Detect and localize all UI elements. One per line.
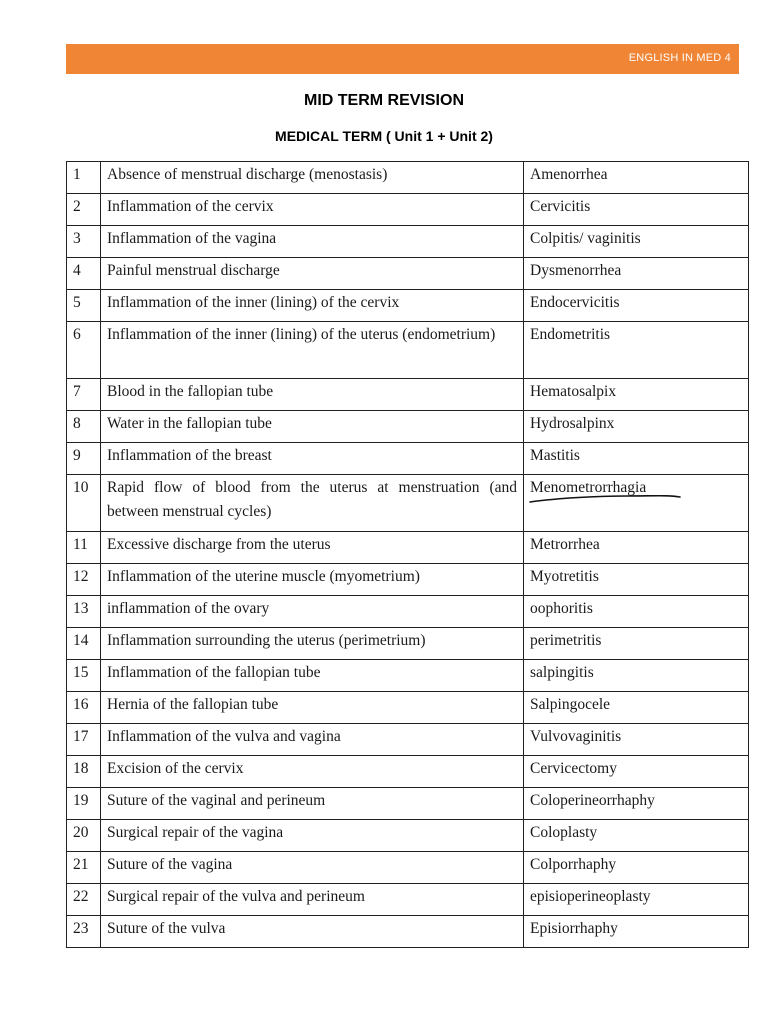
header-band: [66, 44, 739, 74]
row-term: Myotretitis: [524, 564, 749, 596]
table-row: [67, 322, 749, 379]
row-term: Colpitis/ vaginitis: [524, 226, 749, 258]
row-term: Mastitis: [524, 443, 749, 475]
row-number: 19: [67, 788, 101, 820]
row-description: Inflammation of the inner (lining) of the uterus (endometrium): [101, 322, 524, 379]
row-number: 9: [67, 443, 101, 475]
table-row: [67, 916, 749, 948]
row-term: Coloplasty: [524, 820, 749, 852]
row-description: Suture of the vaginal and perineum: [101, 788, 524, 820]
row-description: Suture of the vulva: [101, 916, 524, 948]
course-name: ENGLISH IN MED 4: [628, 52, 731, 64]
row-description: Painful menstrual discharge: [101, 258, 524, 290]
row-term: salpingitis: [524, 660, 749, 692]
row-description: Surgical repair of the vagina: [101, 820, 524, 852]
row-number: 14: [67, 628, 101, 660]
row-number: 3: [67, 226, 101, 258]
row-description: Inflammation of the vulva and vagina: [101, 724, 524, 756]
row-description: Hernia of the fallopian tube: [101, 692, 524, 724]
page-subtitle: MEDICAL TERM ( Unit 1 + Unit 2): [275, 128, 493, 144]
table-row: [67, 443, 749, 475]
table-row: [67, 532, 749, 564]
row-number: 8: [67, 411, 101, 443]
table-row: [67, 411, 749, 443]
row-number: 20: [67, 820, 101, 852]
table-row: [67, 628, 749, 660]
table-row: [67, 724, 749, 756]
row-number: 4: [67, 258, 101, 290]
row-term: Vulvovaginitis: [524, 724, 749, 756]
row-description: Water in the fallopian tube: [101, 411, 524, 443]
table-row: [67, 475, 749, 532]
table-row: [67, 852, 749, 884]
row-term: perimetritis: [524, 628, 749, 660]
row-number: 5: [67, 290, 101, 322]
row-term: Endocervicitis: [524, 290, 749, 322]
row-description: Excessive discharge from the uterus: [101, 532, 524, 564]
table-row: [67, 379, 749, 411]
row-number: 7: [67, 379, 101, 411]
row-number: 15: [67, 660, 101, 692]
row-number: 17: [67, 724, 101, 756]
row-number: 2: [67, 194, 101, 226]
table-row: [67, 788, 749, 820]
table-row: [67, 194, 749, 226]
table-row: [67, 756, 749, 788]
row-term: Dysmenorrhea: [524, 258, 749, 290]
row-description: Absence of menstrual discharge (menostasis): [101, 162, 524, 194]
table-row: [67, 258, 749, 290]
table-row: [67, 290, 749, 322]
table-row: [67, 692, 749, 724]
table-row: [67, 162, 749, 194]
row-number: 1: [67, 162, 101, 194]
row-number: 21: [67, 852, 101, 884]
row-description: Blood in the fallopian tube: [101, 379, 524, 411]
row-number: 6: [67, 322, 101, 379]
table-row: [67, 226, 749, 258]
row-number: 23: [67, 916, 101, 948]
row-description: Inflammation of the cervix: [101, 194, 524, 226]
row-description: Inflammation of the uterine muscle (myometrium): [101, 564, 524, 596]
table-row: [67, 596, 749, 628]
row-number: 11: [67, 532, 101, 564]
row-term: Colporrhaphy: [524, 852, 749, 884]
row-number: 22: [67, 884, 101, 916]
medical-terms-table: [66, 161, 749, 948]
row-description: Inflammation of the breast: [101, 443, 524, 475]
table-row: [67, 884, 749, 916]
table-row: [67, 564, 749, 596]
row-description: inflammation of the ovary: [101, 596, 524, 628]
row-term-cell: [524, 475, 749, 532]
row-term: Menometrorrhagia: [530, 479, 647, 496]
handwritten-underline: [528, 492, 688, 506]
table-row: [67, 660, 749, 692]
row-description: Excision of the cervix: [101, 756, 524, 788]
row-description: Surgical repair of the vulva and perineum: [101, 884, 524, 916]
row-term: Cervicectomy: [524, 756, 749, 788]
row-term: Coloperineorrhaphy: [524, 788, 749, 820]
row-number: 10: [67, 475, 101, 532]
row-description: Inflammation of the fallopian tube: [101, 660, 524, 692]
page-title: MID TERM REVISION: [303, 92, 464, 109]
row-term: Cervicitis: [524, 194, 749, 226]
row-term: Hematosalpix: [524, 379, 749, 411]
row-description: Suture of the vagina: [101, 852, 524, 884]
row-term: Salpingocele: [524, 692, 749, 724]
row-term-wrapper: [530, 476, 646, 500]
row-number: 12: [67, 564, 101, 596]
row-number: 18: [67, 756, 101, 788]
row-term: Hydrosalpinx: [524, 411, 749, 443]
row-description: Inflammation surrounding the uterus (perimetrium): [101, 628, 524, 660]
table-row: [67, 820, 749, 852]
row-number: 13: [67, 596, 101, 628]
row-description: Rapid flow of blood from the uterus at menstruation (and between menstrual cycles): [101, 475, 524, 532]
row-description: Inflammation of the inner (lining) of the cervix: [101, 290, 524, 322]
row-term: Amenorrhea: [524, 162, 749, 194]
row-term: Metrorrhea: [524, 532, 749, 564]
row-term: episioperineoplasty: [524, 884, 749, 916]
row-description: Inflammation of the vagina: [101, 226, 524, 258]
row-term: Episiorrhaphy: [524, 916, 749, 948]
row-term: oophoritis: [524, 596, 749, 628]
row-term: Endometritis: [524, 322, 749, 379]
row-number: 16: [67, 692, 101, 724]
